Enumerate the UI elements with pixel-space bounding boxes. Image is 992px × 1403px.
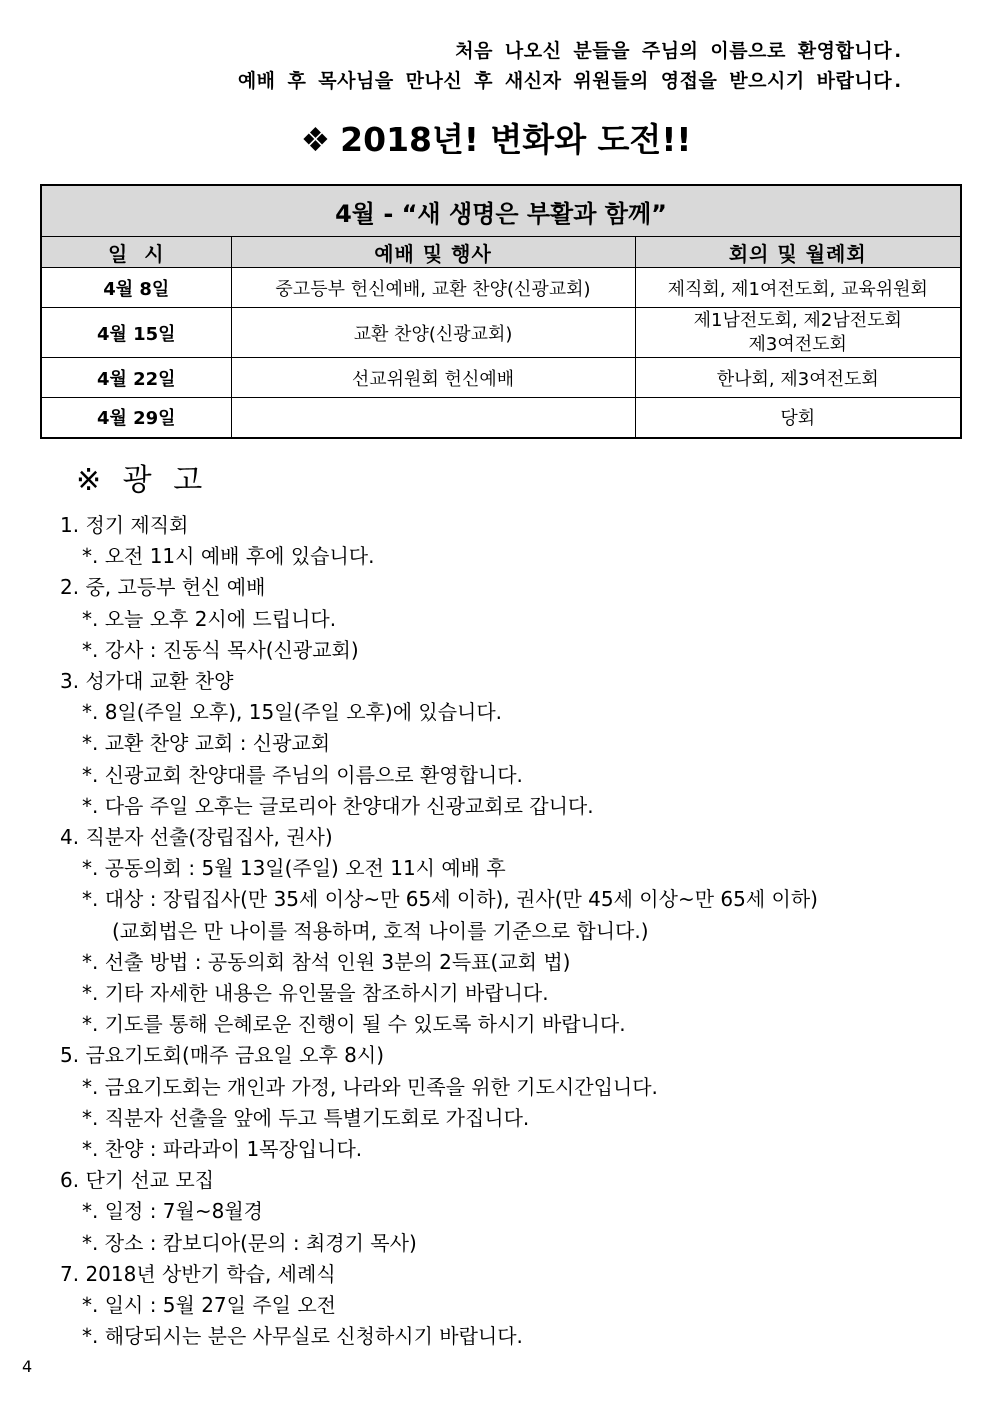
row-event: 선교위원회 헌신예배 — [231, 358, 635, 398]
announcement-detail: *. 해당되시는 분은 사무실로 신청하시기 바랍니다. — [82, 1324, 523, 1349]
announcement-item — [60, 510, 960, 572]
announcement-detail: *. 대상 : 장립집사(만 35세 이상~만 65세 이하), 권사(만 45세 이상~만 65세 이하) — [82, 887, 818, 912]
row-meeting — [635, 308, 961, 358]
announcement-title: 1. 정기 제직회 — [60, 513, 189, 537]
welcome-message — [238, 36, 904, 96]
announcement-detail: *. 기타 자세한 내용은 유인물을 참조하시기 바랍니다. — [82, 981, 549, 1006]
announcement-item — [60, 1165, 960, 1259]
announcement-item — [60, 666, 960, 822]
diamond-bullet-icon: ❖ — [300, 120, 331, 159]
row-meeting-line-2: 제3여전도회 — [748, 333, 847, 355]
page-number: 4 — [22, 1357, 33, 1376]
row-meeting: 한나회, 제3여전도회 — [635, 358, 961, 398]
row-date: 4월 29일 — [41, 398, 231, 438]
announcement-detail: *. 일시 : 5월 27일 주일 오전 — [82, 1293, 336, 1318]
announcement-detail: *. 오전 11시 예배 후에 있습니다. — [82, 544, 375, 569]
row-date: 4월 15일 — [41, 308, 231, 358]
row-meeting-line-1: 제1남전도회, 제2남전도회 — [693, 309, 902, 331]
announcements-title: ※ 광 고 — [76, 463, 209, 498]
announcement-detail: *. 금요기도회는 개인과 가정, 나라와 민족을 위한 기도시간입니다. — [82, 1074, 658, 1099]
schedule-table — [40, 184, 962, 439]
row-event: 중고등부 헌신예배, 교환 찬양(신광교회) — [231, 268, 635, 308]
announcement-title: 4. 직분자 선출(장립집사, 권사) — [60, 825, 333, 850]
announcement-title: 5. 금요기도회(매주 금요일 오후 8시) — [60, 1043, 385, 1068]
headline — [0, 118, 992, 162]
headline-text: 2018년! 변화와 도전!! — [340, 120, 692, 159]
table-row — [41, 308, 961, 358]
announcement-detail: *. 신광교회 찬양대를 주님의 이름으로 환영합니다. — [82, 762, 523, 787]
header-meeting: 회의 및 월례회 — [635, 237, 961, 268]
welcome-line-2: 예배 후 목사님을 만나신 후 새신자 위원들의 영접을 받으시기 바랍니다. — [237, 70, 904, 92]
announcement-detail: *. 장소 : 캄보디아(문의 : 최경기 목사) — [82, 1230, 417, 1255]
announcement-detail: *. 다음 주일 오후는 글로리아 찬양대가 신광교회로 갑니다. — [82, 793, 594, 818]
announcement-detail: *. 선출 방법 : 공동의회 참석 인원 3분의 2득표(교회 법) — [82, 949, 571, 974]
row-event: 교환 찬양(신광교회) — [231, 308, 635, 358]
announcement-detail: *. 기도를 통해 은혜로운 진행이 될 수 있도록 하시기 바랍니다. — [82, 1012, 626, 1037]
row-event — [231, 398, 635, 438]
header-date: 일 시 — [41, 237, 231, 268]
announcement-item — [60, 572, 960, 666]
table-row — [41, 358, 961, 398]
announcement-title: 6. 단기 선교 모집 — [60, 1168, 215, 1193]
announcement-detail: *. 강사 : 진동식 목사(신광교회) — [82, 637, 359, 662]
announcement-detail: *. 8일(주일 오후), 15일(주일 오후)에 있습니다. — [82, 700, 503, 725]
announcements-list — [60, 510, 960, 1352]
welcome-line-1: 처음 나오신 분들을 주님의 이름으로 환영합니다. — [455, 40, 904, 62]
announcement-detail: *. 일정 : 7월~8월경 — [82, 1199, 263, 1224]
table-row — [41, 398, 961, 438]
month-title: 4월 - “새 생명은 부활과 함께” — [41, 185, 961, 237]
announcement-title: 7. 2018년 상반기 학습, 세례식 — [60, 1261, 336, 1286]
announcement-detail: *. 공동의회 : 5월 13일(주일) 오전 11시 예배 후 — [82, 856, 506, 881]
announcement-item — [60, 1259, 960, 1353]
row-meeting: 제직회, 제1여전도회, 교육위원회 — [635, 268, 961, 308]
announcement-detail: *. 직분자 선출을 앞에 두고 특별기도회로 가집니다. — [82, 1105, 530, 1130]
header-event: 예배 및 행사 — [231, 237, 635, 268]
row-date: 4월 8일 — [41, 268, 231, 308]
announcement-detail: *. 교환 찬양 교회 : 신광교회 — [82, 731, 331, 756]
row-meeting: 당회 — [635, 398, 961, 438]
announcement-title: 3. 성가대 교환 찬양 — [60, 669, 234, 694]
announcement-detail: *. 오늘 오후 2시에 드립니다. — [82, 606, 337, 631]
announcement-detail: *. 찬양 : 파라과이 1목장입니다. — [82, 1137, 363, 1162]
announcement-item — [60, 1040, 960, 1165]
row-date: 4월 22일 — [41, 358, 231, 398]
announcement-title: 2. 중, 고등부 헌신 예배 — [60, 575, 266, 600]
announcement-detail-note: (교회법은 만 나이를 적용하며, 호적 나이를 기준으로 합니다.) — [112, 918, 649, 943]
table-row — [41, 268, 961, 308]
announcement-item — [60, 822, 960, 1040]
